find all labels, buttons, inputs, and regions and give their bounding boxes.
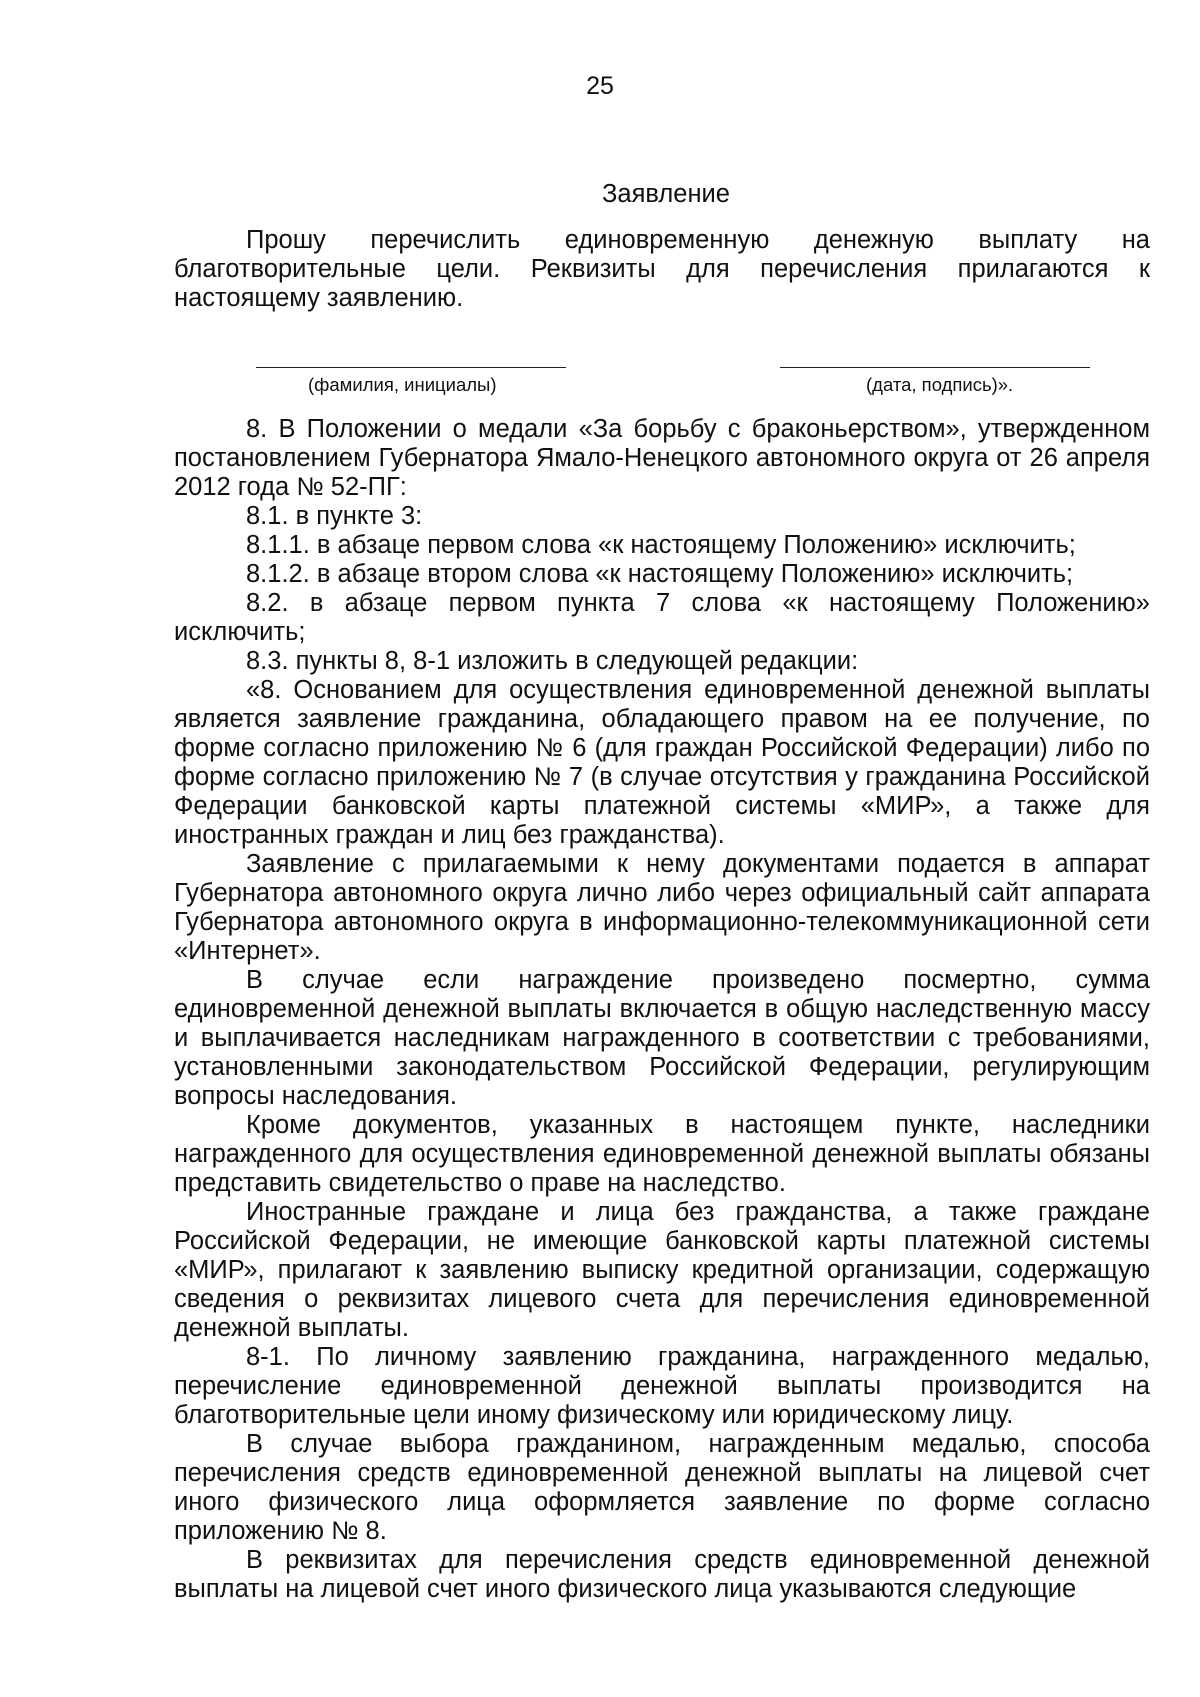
paragraph-8-1-new: 8-1. По личному заявлению гражданина, награжденного медалью, перечисление единовременной денежной выплаты производится на благотворительные цели иному физическому или юридическому лицу. [174, 1343, 1150, 1429]
paragraph-8-2: 8.2. в абзаце первом пункта 7 слова «к настоящему Положению» исключить; [174, 589, 1150, 646]
signature-block [174, 349, 1150, 413]
paragraph-8-1-2: 8.1.2. в абзаце втором слова «к настоящему Положению» исключить; [246, 560, 1074, 588]
application-title: Заявление [602, 180, 730, 208]
document-body [174, 180, 1150, 1604]
application-text: Прошу перечислить единовременную денежную выплату на благотворительные цели. Реквизиты для перечисления прилагаются к настоящему заявлению. [174, 226, 1150, 312]
paragraph-foreigners: Иностранные граждане и лица без гражданства, а также граждане Российской Федерации, не имеющие банковской карты платежной системы «МИР», прилагают к заявлению выписку кредитной организации, содержащую сведения о реквизитах лицевого счета для перечисления единовременной денежной выплаты. [174, 1198, 1150, 1342]
paragraph-8-1: 8.1. в пункте 3: [246, 502, 423, 530]
date-signature-line [780, 367, 1090, 368]
paragraph-8-3: 8.3. пункты 8, 8-1 изложить в следующей редакции: [246, 647, 859, 675]
paragraph-8: 8. В Положении о медали «За борьбу с браконьерством», утвержденном постановлением Губернатора Ямало-Ненецкого автономного округа от 26 апреля 2012 года № 52-ПГ: [174, 415, 1150, 501]
paragraph-heirs: Кроме документов, указанных в настоящем пункте, наследники награжденного для осуществления единовременной денежной выплаты обязаны представить свидетельство о праве на наследство. [174, 1111, 1150, 1197]
paragraph-8-1-1: 8.1.1. в абзаце первом слова «к настоящему Положению» исключить; [246, 531, 1076, 559]
date-signature-caption: (дата, подпись)». [866, 374, 1014, 395]
paragraph-posthumous: В случае если награждение произведено посмертно, сумма единовременной денежной выплаты включается в общую наследственную массу и выплачивается наследникам награжденного в соответствии с требованиями, установленными законодательством Российской Федерации, регулирующим вопросы наследования. [174, 966, 1150, 1110]
name-signature-line [256, 367, 566, 368]
paragraph-requisites: В реквизитах для перечисления средств единовременной денежной выплаты на лицевой счет иного физического лица указываются следующие [174, 1546, 1150, 1603]
paragraph-new-8: «8. Основанием для осуществления единовременной денежной выплаты является заявление гражданина, обладающего правом на ее получение, по форме согласно приложению № 6 (для граждан Российской Федерации) либо по форме согласно приложению № 7 (в случае отсутствия у гражданина Российской Федерации банковской карты платежной системы «МИР», а также для иностранных граждан и лиц без гражданства). [174, 676, 1150, 849]
paragraph-choice: В случае выбора гражданином, награжденным медалью, способа перечисления средств единовременной денежной выплаты на лицевой счет иного физического лица оформляется заявление по форме согласно приложению № 8. [174, 1430, 1150, 1545]
paragraph-submission: Заявление с прилагаемыми к нему документами подается в аппарат Губернатора автономного округа лично либо через официальный сайт аппарата Губернатора автономного округа в информационно-телекоммуникационной сети «Интернет». [174, 850, 1150, 965]
page-number: 25 [586, 72, 614, 100]
name-caption: (фамилия, инициалы) [308, 374, 497, 395]
